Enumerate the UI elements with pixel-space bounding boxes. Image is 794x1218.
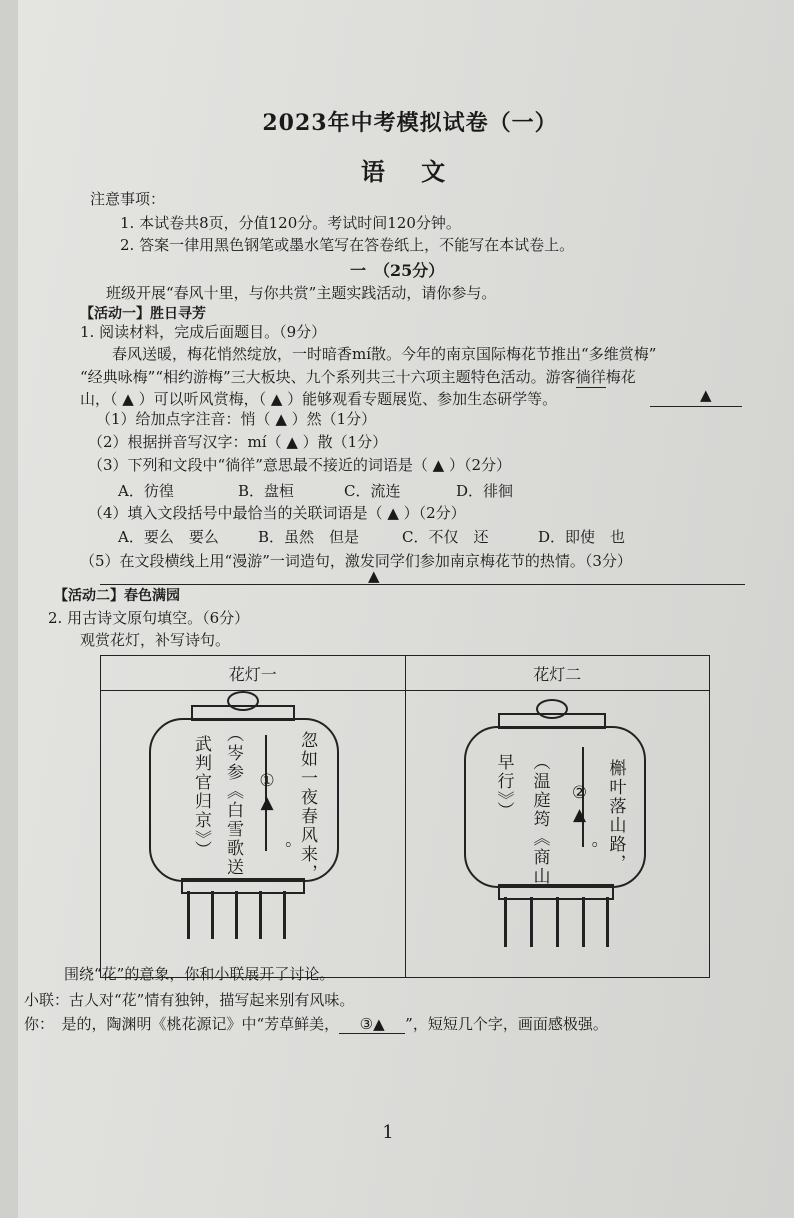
option: D．即使 也	[538, 528, 626, 546]
answer-blank: ③▲	[339, 1015, 405, 1034]
notice-item: 2. 答案一律用黑色钢笔或墨水笔写在答卷纸上，不能写在本试卷上。	[120, 236, 575, 254]
dialogue-you	[24, 1013, 608, 1034]
lantern-tassel	[504, 897, 507, 947]
sub-question-4: （4）填入文段括号中最恰当的关联词语是（ ▲ ）（2分）	[88, 504, 466, 522]
lantern-tassel	[235, 891, 238, 939]
prompt: 观赏花灯，补写诗句。	[80, 631, 231, 649]
lantern-table	[100, 655, 710, 978]
poem-source: （岑参《白雪歌送	[223, 725, 243, 877]
dialogue-text: ”，短短几个字，画面感极强。	[405, 1015, 608, 1033]
answer-line	[650, 406, 742, 407]
poem-end: 。	[271, 841, 291, 860]
activity1-label: 【活动一】胜日寻芳	[80, 306, 206, 322]
poem-end: 。	[577, 841, 598, 860]
dialogue-xiaolian: 小联：古人对“花”情有独钟，描写起来别有风味。	[24, 991, 355, 1009]
answer-blank: ②▲	[569, 783, 590, 827]
poem-line: 忽如一夜春风来，	[297, 731, 317, 883]
answer-blank: ①▲	[257, 771, 277, 815]
answer-blank: ▲	[700, 386, 712, 404]
underlined-word: 徜徉	[575, 368, 606, 386]
passage-line: 山，（ ▲ ）可以听风赏梅，（ ▲ ）能够观看专题展览、参加生态研学等。	[80, 390, 558, 408]
lantern-tassel	[582, 897, 585, 947]
lantern-tassel	[556, 897, 559, 947]
answer-blank: ▲	[368, 567, 380, 585]
poem-line: 槲叶落山路，	[605, 759, 626, 873]
lantern-cell-2	[405, 691, 710, 978]
lantern-tassel	[211, 891, 214, 939]
section-intro: 班级开展“春风十里，与你共赏”主题实践活动，请你参与。	[106, 284, 497, 302]
notice-heading: 注意事项：	[90, 190, 166, 208]
option: A．彷徨	[118, 482, 174, 500]
option: A．要么 要么	[118, 528, 219, 546]
discussion-intro: 围绕“花”的意象，你和小联展开了讨论。	[64, 965, 335, 983]
passage-text: “经典咏梅”“相约游梅”三大板块、九个系列共三十六项主题特色活动。游客	[80, 368, 576, 386]
column-header: 花灯二	[405, 656, 710, 691]
option: C．流连	[344, 482, 401, 500]
question-1: 1. 阅读材料，完成后面题目。（9分）	[80, 323, 327, 341]
answer-line	[100, 584, 745, 585]
notice-item: 1. 本试卷共8页，分值120分。考试时间120分钟。	[120, 214, 461, 232]
sub-question-2: （2）根据拼音写汉字：mí（ ▲ ）散（1分）	[88, 433, 388, 451]
activity2-label: 【活动二】春色满园	[54, 588, 180, 604]
lantern-cell-1	[101, 691, 406, 978]
lantern-tassel	[530, 897, 533, 947]
passage-text: 梅花	[605, 368, 636, 386]
option: B．盘桓	[238, 482, 295, 500]
sub-question-5: （5）在文段横线上用“漫游”一词造句，激发同学们参加南京梅花节的热情。（3分）	[80, 552, 632, 570]
exam-title: 2023年中考模拟试卷（一）	[262, 110, 558, 136]
column-header: 花灯一	[101, 656, 406, 691]
passage-line: 春风送暖，梅花悄然绽放，一时暗香mí散。今年的南京国际梅花节推出“多维赏梅”	[112, 345, 657, 363]
lantern-tassel	[606, 897, 609, 947]
option: B．虽然 但是	[258, 528, 360, 546]
poem-source: 武判官归京》）	[191, 735, 211, 860]
sub-question-3: （3）下列和文段中“徜徉”意思最不接近的词语是（ ▲ ）（2分）	[88, 456, 511, 474]
poem-source: 早行》）	[493, 753, 514, 821]
lantern-tassel	[259, 891, 262, 939]
lantern-tassel	[283, 891, 286, 939]
dialogue-text: 你： 是的，陶渊明《桃花源记》中“芳草鲜美，	[24, 1015, 340, 1033]
lantern-base	[181, 878, 305, 894]
lantern-tassel	[187, 891, 190, 939]
sub-question-1: （1）给加点字注音：悄（ ▲ ）然（1分）	[96, 410, 377, 428]
passage-line	[80, 366, 636, 388]
option: D．徘徊	[456, 482, 514, 500]
page-number: 1	[382, 1122, 394, 1143]
section-heading: 一 （25分）	[350, 261, 445, 280]
option: C．不仅 还	[402, 528, 489, 546]
poem-source: （温庭筠《商山	[529, 753, 550, 886]
question-2: 2. 用古诗文原句填空。（6分）	[48, 609, 250, 627]
subject-title: 语 文	[360, 157, 460, 186]
